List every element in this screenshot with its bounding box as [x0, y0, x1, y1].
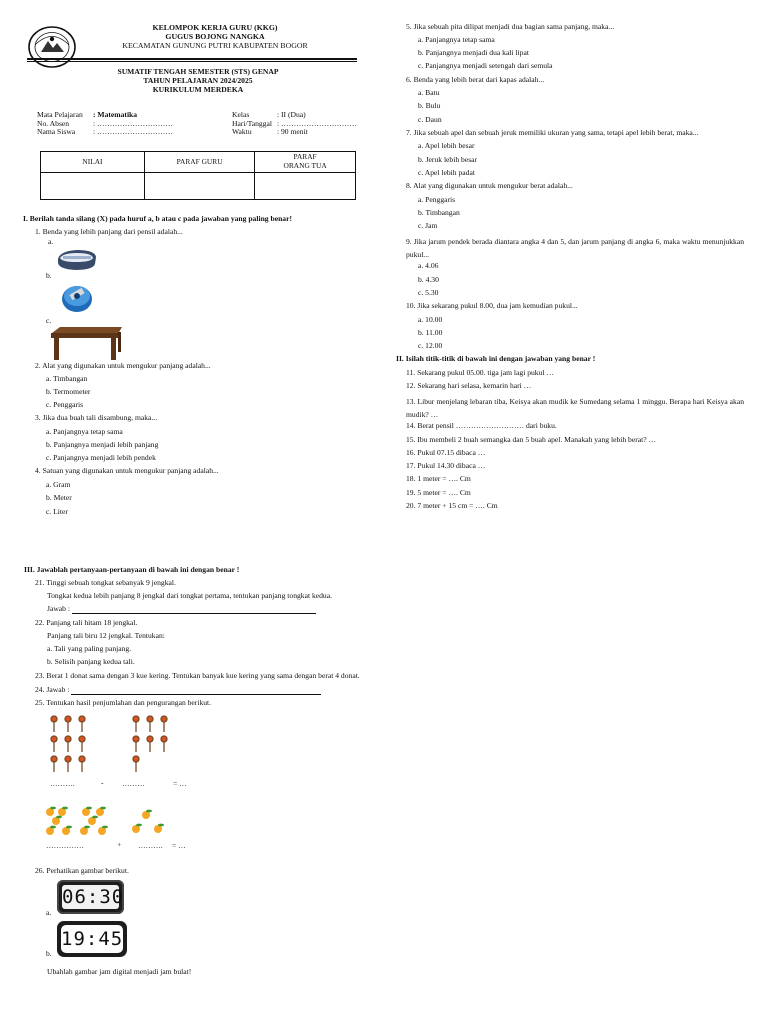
digital-clock-b [57, 921, 127, 957]
class-label: Kelas [232, 110, 250, 119]
row1-blank-mid[interactable]: ……… [122, 779, 145, 788]
exam-year: TAHUN PELAJARAN 2024/2025 [143, 76, 253, 85]
q2-option-c[interactable]: c. Penggaris [46, 400, 84, 409]
digital-clock-a [57, 880, 124, 914]
orange-fruit-icon [44, 804, 112, 838]
matchstick-icon [130, 714, 175, 774]
row2-operator: + [117, 840, 122, 849]
q10-option-b[interactable]: b. 11.00 [418, 328, 443, 337]
score-cell-paraf-ortu[interactable] [255, 173, 356, 200]
org-name-3: KECAMATAN GUNUNG PUTRI KABUPATEN BOGOR [122, 41, 308, 50]
q26-instruction: Ubahlah gambar jam digital menjadi jam bulat! [47, 967, 192, 976]
row2-blank-left[interactable]: …………… [46, 841, 84, 850]
q18-text: 18. 1 meter = …. Cm [406, 474, 471, 483]
q11-text: 11. Sekarang pukul 05.00. tiga jam lagi pukul … [406, 368, 554, 377]
q21-text-2: Tongkat kedua lebih panjang 8 jengkal dari tongkat pertama, tentukan panjang tongkat kedua. [47, 591, 332, 600]
q9-option-c[interactable]: c. 5.30 [418, 288, 439, 297]
q1-option-b[interactable]: b. [46, 271, 52, 280]
clock-b-label[interactable]: b. [46, 949, 52, 958]
q7-option-b[interactable]: b. Jeruk lebih besar [418, 155, 478, 164]
exam-curriculum: KURIKULUM MERDEKA [152, 85, 244, 94]
q22-text-2: Panjang tali biru 12 jengkal. Tentukan: [47, 631, 165, 640]
row1-operator: - [101, 778, 104, 787]
q5-option-c[interactable]: c. Panjangnya menjadi setengah dari semula [418, 61, 553, 70]
q3-option-a[interactable]: a. Panjangnya tetap sama [46, 427, 123, 436]
q6-text: 6. Benda yang lebih berat dari kapas adalah... [406, 75, 545, 84]
q20-text: 20. 7 meter + 15 cm = …. Cm [406, 501, 498, 510]
q12-text: 12. Sekarang hari selasa, kemarin hari … [406, 381, 532, 390]
q7-option-c[interactable]: c. Apel lebih padat [418, 168, 475, 177]
absen-label: No. Absen [37, 119, 70, 128]
q4-text: 4. Satuan yang digunakan untuk mengukur panjang adalah... [35, 466, 219, 475]
q13-text: 13. Libur menjelang lebaran tiba, Keisya akan mudik ke Sumedang selama 1 minggu. Berapa hari Keisya akan mudik? … [406, 397, 744, 419]
orange-group-right [128, 808, 172, 836]
score-table [40, 151, 356, 200]
matches-group-left [48, 714, 98, 774]
q22-text: 22. Panjang tali hitam 18 jengkal. [35, 618, 138, 627]
table-furniture-image [48, 325, 126, 361]
score-col-paraf-ortu: PARAF ORANG TUA [255, 152, 356, 173]
score-cell-nilai[interactable] [41, 173, 145, 200]
q9-option-b[interactable]: b. 4.30 [418, 275, 439, 284]
matchstick-icon [48, 714, 98, 774]
date-label: Hari/Tanggal [232, 119, 272, 128]
q1-option-c[interactable]: c. [46, 316, 52, 325]
q3-option-b[interactable]: b. Panjangnya menjadi lebih panjang [46, 440, 159, 449]
school-logo [27, 24, 77, 70]
clock-a-display: 06:30 [62, 886, 125, 908]
q9-text: 9. Jika jarum pendek berada diantara angka 4 dan 5, dan jarum panjang di angka 6, maka waktu menunjukkan pukul... [406, 237, 744, 259]
q4-option-a[interactable]: a. Gram [46, 480, 71, 489]
q4-option-c[interactable]: c. Liter [46, 507, 68, 516]
score-col-nilai: NILAI [41, 152, 145, 173]
q8-option-b[interactable]: b. Timbangan [418, 208, 460, 217]
matches-group-right [130, 714, 175, 774]
q22-sub-a: a. Tali yang paling panjang. [47, 644, 132, 653]
absen-value[interactable]: : ………………………… [93, 119, 173, 128]
q2-text: 2. Alat yang digunakan untuk mengukur panjang adalah... [35, 361, 211, 370]
q21-answer[interactable]: Jawab : [47, 605, 316, 614]
q23-text: 23. Berat 1 donat sama dengan 3 kue kering. Tentukan banyak kue kering yang sama dengan berat 4 donat. [35, 671, 360, 680]
q6-option-b[interactable]: b. Bulu [418, 101, 441, 110]
q6-option-c[interactable]: c. Daun [418, 115, 442, 124]
q10-option-c[interactable]: c. 12.00 [418, 341, 443, 350]
pencil-case-icon [55, 246, 99, 272]
q5-text: 5. Jika sebuah pita dilipat menjadi dua bagian sama panjang, maka... [406, 22, 615, 31]
q15-text: 15. Ibu membeli 2 buah semangka dan 5 buah apel. Manakah yang lebih berat? … [406, 435, 657, 444]
org-name-2: GUGUS BOJONG NANGKA [165, 32, 265, 41]
time-label: Waktu [232, 127, 252, 136]
q19-text: 19. 5 meter = …. Cm [406, 488, 471, 497]
sharpener-image [60, 281, 94, 313]
subject-label: Mata Pelajaran [37, 110, 83, 119]
pencil-case-image [55, 246, 99, 272]
q3-option-c[interactable]: c. Panjangnya menjadi lebih pendek [46, 453, 156, 462]
q25-text: 25. Tentukan hasil penjumlahan dan pengurangan berikut. [35, 698, 212, 707]
q4-option-b[interactable]: b. Meter [46, 493, 72, 502]
header-divider-thin [27, 61, 357, 62]
orange-group-left [44, 804, 112, 838]
exam-title: SUMATIF TENGAH SEMESTER (STS) GENAP [117, 67, 279, 76]
q2-option-a[interactable]: a. Timbangan [46, 374, 88, 383]
orange-fruit-icon [128, 808, 172, 836]
section2-title: II. Isilah titik-titik di bawah ini dengan jawaban yang benar ! [396, 354, 596, 363]
q16-text: 16. Pukul 07.15 dibaca … [406, 448, 486, 457]
q6-option-a[interactable]: a. Batu [418, 88, 440, 97]
q2-option-b[interactable]: b. Termometer [46, 387, 91, 396]
q5-option-a[interactable]: a. Panjangnya tetap sama [418, 35, 495, 44]
subject-value: : Matematika [93, 110, 138, 119]
score-col-paraf-guru: PARAF GURU [144, 152, 254, 173]
clock-a-label[interactable]: a. [46, 908, 52, 917]
q1-text: 1. Benda yang lebih panjang dari pensil adalah... [35, 227, 183, 236]
score-cell-paraf-guru[interactable] [144, 173, 254, 200]
section1-title: I. Berilah tanda silang (X) pada huruf a, b atau c pada jawaban yang paling benar! [23, 214, 292, 223]
date-value[interactable]: : ………………………… [277, 119, 357, 128]
class-value: : II (Dua) [277, 110, 306, 119]
name-label: Nama Siswa [37, 127, 76, 136]
q22-sub-b: b. Selisih panjang kedua tali. [47, 657, 135, 666]
row1-result[interactable]: = … [173, 779, 187, 788]
sharpener-icon [60, 281, 94, 313]
table-furniture-icon [48, 325, 126, 361]
q5-option-b[interactable]: b. Panjangnya menjadi dua kali lipat [418, 48, 529, 57]
row1-blank-left[interactable]: ………. [50, 779, 75, 788]
q10-option-a[interactable]: a. 10.00 [418, 315, 443, 324]
q7-text: 7. Jika sebuah apel dan sebuah jeruk memiliki ukuran yang sama, tetapi apel lebih berat, maka... [406, 128, 699, 137]
q14-text: 14. Berat pensil ……………………… dari buku. [406, 421, 557, 430]
org-name-1: KELOMPOK KERJA GURU (KKG) [152, 23, 278, 32]
q8-text: 8. Alat yang digunakan untuk mengukur berat adalah... [406, 181, 573, 190]
row2-blank-mid[interactable]: ………. [138, 841, 163, 850]
clock-b-display: 19:45 [61, 925, 123, 953]
header-divider [27, 58, 357, 60]
q9-option-a[interactable]: a. 4.06 [418, 261, 439, 270]
q21-text: 21. Tinggi sebuah tongkat sebanyak 9 jengkal. [35, 578, 176, 587]
section3-title: III. Jawablah pertanyaan-pertanyaan di bawah ini dengan benar ! [24, 565, 240, 574]
q7-option-a[interactable]: a. Apel lebih besar [418, 141, 475, 150]
q26-text: 26. Perhatikan gambar berikut. [35, 866, 129, 875]
q17-text: 17. Pukul 14.30 dibaca … [406, 461, 486, 470]
logo-emblem-icon [27, 24, 77, 70]
row2-result[interactable]: = … [172, 841, 186, 850]
q8-option-c[interactable]: c. Jam [418, 221, 438, 230]
q1-option-a[interactable]: a. [48, 237, 54, 246]
name-value[interactable]: : ………………………… [93, 127, 173, 136]
q8-option-a[interactable]: a. Penggaris [418, 195, 456, 204]
q24-answer[interactable]: 24. Jawab : [35, 686, 321, 695]
time-value: : 90 menit [277, 127, 308, 136]
q3-text: 3. Jika dua buah tali disambung, maka... [35, 413, 158, 422]
q10-text: 10. Jika sekarang pukul 8.00, dua jam kemudian pukul... [406, 301, 578, 310]
